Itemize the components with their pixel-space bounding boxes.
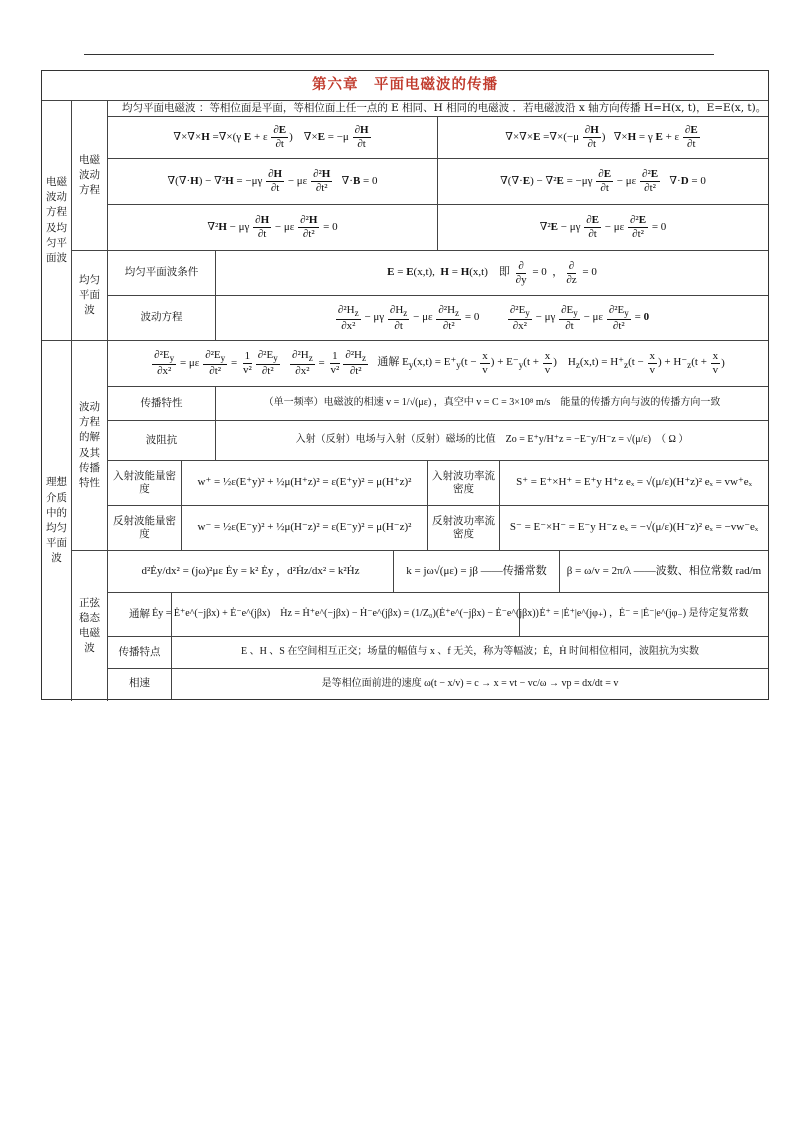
- reflected-energy-density-equation: w⁻ = ½ε(E⁻y)² + ½μ(H⁻z)² = ε(E⁻y)² = μ(H⁻z)²: [182, 506, 428, 551]
- propagation-constant-equation: k = jω√(με) = jβ ——传播常数: [394, 551, 560, 593]
- section-label-wave-equations: 电磁波动方程及均匀平面波: [42, 101, 72, 341]
- phase-constant-equation: β = ω/v = 2π/λ ——波数、相位常数 rad/m: [560, 551, 768, 593]
- chapter-title: 第六章 平面电磁波的传播: [42, 71, 768, 101]
- phase-velocity-text: 是等相位面前进的速度 ω(t − x/v) = c → x = vt − vc/ω → vp = dx/dt = v: [321, 677, 619, 689]
- propagation-property-label: 传播特性: [108, 387, 216, 421]
- plane-wave-equations: $\frac{\partial^2H_z}{\text{∂x²}}$ − μγ $\frac{\partial H_z}{\partial t}$ − με $\frac{\partial^2H_z}{\text{∂t²}}$ = 0 $\frac{\partial^2E_y}{\text{∂x²}}$ − μγ $\frac{\partial E_y}{\partial t}$ − με $\frac{\partial^2E_y}{\text{∂t²}}$ = 0: [216, 296, 768, 341]
- wave-impedance-label: 波阻抗: [108, 421, 216, 461]
- incident-energy-density-label: 入射波能量密度: [108, 461, 182, 506]
- phasor-general-solution-equation: Ėy = Ė⁺e^(−jβx) + Ė⁻e^(jβx) Ḣz = Ḣ⁺e^(−jβx) − Ḣ⁻e^(jβx) = (1/Z₀)(Ė⁺e^(−jβx) − Ė⁻e^(jβx)): [172, 593, 520, 637]
- plane-wave-condition-label: 均匀平面波条件: [108, 251, 216, 296]
- propagation-property-text: （单一频率）电磁波的相速 v = 1/√(με) ，真空中 v = C = 3×10⁸ m/s 能量的传播方向与波的传播方向一致: [216, 387, 768, 421]
- subsection-label-sinusoidal: 正弦稳态电磁波: [72, 551, 108, 701]
- wave-impedance-text: 入射（反射）电场与入射（反射）磁场的比值 Zo = E⁺y/H⁺z = −E⁻y/H⁻z = √(μ/ε) （ Ω ）: [216, 421, 768, 461]
- general-solution-label: 通解: [108, 593, 172, 637]
- incident-energy-density-equation: w⁺ = ½ε(E⁺y)² + ½μ(H⁺z)² = ε(E⁺y)² = μ(H⁺z)²: [182, 461, 428, 506]
- e-wave-equation: ∇²E − μγ $\frac{\partial E}{\partial t}$ − με $\frac{\text{∂²E}}{\text{∂t²}}$ = 0: [438, 205, 768, 251]
- e-vector-identity-equation: ∇(∇·E) − ∇²E = −μγ $\frac{\partial E}{\partial t}$ − με $\frac{\text{∂²E}}{\text{∂t²}}$ ∇·D = 0: [438, 159, 768, 205]
- incident-power-flux-label: 入射波功率流密度: [428, 461, 500, 506]
- reflected-energy-density-label: 反射波能量密度: [108, 506, 182, 551]
- propagation-features-text: E 、H 、S 在空间相互正交；场量的幅值与 x 、f 无关，称为等幅波；Ė，Ḣ 时间相位相同，波阻抗为实数: [172, 637, 768, 669]
- propagation-features-label: 传播特点: [108, 637, 172, 669]
- general-solution-equation: $\frac{\partial^2E_y}{\text{∂x²}}$ = με $\frac{\partial^2E_y}{\text{∂t²}}$ = $\frac{1}{\text{v²}}$ $\frac{\partial^2E_y}{\text{∂t²}}$ $\frac{\partial^2H_z}{\text{∂x²}}$ = $\frac{1}{\text{v²}}$ $\frac{\partial^2H_z}{\text{∂t²}}$ 通解 $E_y(x,t) = E^+_y(t$ − $\frac{x}{v}$ ) + $E^-_y(t$ + $\frac{x}{v}$ ) $H_z(x,t) = H^+_z(t$ − $\frac{x}{v}$ ) + $H^-_z(t$ + $\frac{x}{v}$ ): [108, 341, 768, 387]
- subsection-label-uniform-plane-wave: 均匀平面波: [72, 251, 108, 341]
- curl-curl-h-equation: ∇×∇×H =∇×(γ E + ε $\frac{\partial E}{\partial t}$ ) ∇×E = −μ $\frac{\partial H}{\partial t}$: [108, 117, 438, 159]
- h-vector-identity-equation: ∇(∇·H) − ∇²H = −μγ $\frac{\partial H}{\partial t}$ − με $\frac{\text{∂²H}}{\text{∂t²}}$ ∇·B = 0: [108, 159, 438, 205]
- plane-wave-definition: 均匀平面电磁波 ：等相位面是平面，等相位面上任一点的 E 相同、H 相同的电磁波 ．若电磁波沿 x 轴方向传播 H=H(x, t)，E=E(x, t)。: [108, 101, 768, 117]
- plane-wave-condition-equation: E = E(x,t), H = H(x,t) 即 $\frac{\partial}{\partial y}$ = 0 ， $\frac{\partial}{\partial z}$ = 0: [216, 251, 768, 296]
- complex-constants-text: Ė⁺ = |Ė⁺|e^(jφ₊) ，Ė⁻ = |Ė⁻|e^(jφ₋) 是待定复常数: [520, 593, 768, 637]
- reflected-power-flux-equation: S⁻ = E⁻×H⁻ = E⁻y H⁻z eₓ = −√(μ/ε)(H⁻z)² eₓ = −vw⁻eₓ: [500, 506, 768, 551]
- wave-equation-label: 波动方程: [108, 296, 216, 341]
- curl-curl-e-equation: ∇×∇×E =∇×(−μ $\frac{\partial H}{\partial t}$ ) ∇×H = γ E + ε $\frac{\partial E}{\partial t}$: [438, 117, 768, 159]
- section-label-ideal-medium: 理想介质中的均匀平面波: [42, 341, 72, 701]
- subsection-label-wave-solution: 波动方程的解及其传播特性: [72, 341, 108, 551]
- top-rule: [84, 54, 714, 55]
- formula-table: [41, 70, 769, 700]
- helmholtz-equation: d²Ėy/dx² = (jω)²με Ėy = k² Ėy ，d²Ḣz/dx² = k²Ḣz: [108, 551, 394, 593]
- phase-velocity-label: 相速: [108, 669, 172, 699]
- subsection-label-wave-equations: 电磁波动方程: [72, 101, 108, 251]
- h-wave-equation: ∇²H − μγ $\frac{\partial H}{\partial t}$ − με $\frac{\text{∂²H}}{\text{∂t²}}$ = 0: [108, 205, 438, 251]
- incident-power-flux-equation: S⁺ = E⁺×H⁺ = E⁺y H⁺z eₓ = √(μ/ε)(H⁺z)² eₓ = vw⁺eₓ: [500, 461, 768, 506]
- reflected-power-flux-label: 反射波功率流密度: [428, 506, 500, 551]
